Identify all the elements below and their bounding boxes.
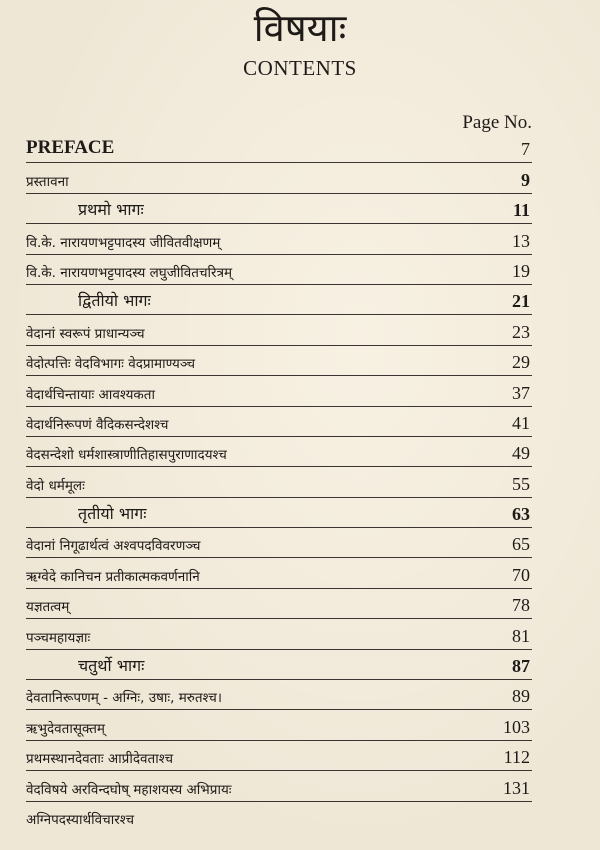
toc-entry-page-number: 11: [512, 200, 530, 221]
toc-entry-title: तृतीयो भागः: [78, 504, 147, 524]
toc-entry-page-number: 55: [512, 473, 530, 494]
toc-entry-title: वि.के. नारायणभट्टपादस्य जीवितवीक्षणम्: [26, 234, 221, 251]
toc-entry-page-number: 7: [521, 139, 530, 160]
toc-entry-title: वेदार्थचिन्तायाः आवश्यकता: [26, 386, 155, 403]
toc-entry: [0, 589, 600, 619]
toc-entry-title: PREFACE: [26, 137, 115, 159]
toc-entry-title: वेदो धर्ममूलः: [26, 477, 85, 494]
toc-entry: [0, 407, 600, 437]
toc-entry-title: वेदोत्पत्तिः वेदविभागः वेदप्रामाण्यञ्च: [26, 356, 196, 373]
toc-entry-page-number: 70: [512, 564, 530, 585]
toc-entry: [0, 741, 600, 771]
table-of-contents: [0, 133, 600, 832]
toc-entry-title: देवतानिरूपणम् - अग्निः, उषाः, मरुतश्च।: [26, 690, 222, 707]
toc-entry: [0, 680, 600, 710]
toc-section-heading: [0, 194, 600, 224]
toc-entry-page-number: 41: [512, 412, 530, 433]
toc-entry: [0, 255, 600, 285]
toc-entry-title: वेदविषये अरविन्दघोष् महाशयस्य अभिप्रायः: [26, 781, 232, 798]
toc-entry-page-number: 112: [503, 747, 530, 768]
toc-entry-title: चतुर्थो भागः: [78, 656, 145, 676]
toc-entry: [0, 346, 600, 376]
toc-entry: [0, 163, 600, 193]
toc-entry-title: प्रस्तावना: [26, 173, 69, 190]
toc-entry-page-number: 65: [512, 534, 530, 555]
page-number-column-header: Page No.: [462, 112, 532, 133]
page-title-hindi: विषयाः: [253, 6, 347, 50]
toc-entry: [0, 528, 600, 558]
toc-entry-page-number: 89: [512, 686, 530, 707]
toc-entry-page-number: 81: [512, 625, 530, 646]
toc-entry-page-number: 63: [512, 504, 530, 525]
toc-entry-title: ऋभुदेवतासूक्तम्: [26, 720, 106, 737]
toc-entry-title: प्रथमो भागः: [78, 200, 144, 220]
toc-entry-title: वेदसन्देशो धर्मशास्त्राणीतिहासपुराणादयश्च: [26, 447, 227, 464]
toc-entry: [0, 315, 600, 345]
toc-entry-page-number: 29: [512, 352, 530, 373]
toc-entry: [0, 619, 600, 649]
toc-entry-page-number: 9: [521, 169, 530, 190]
toc-entry-title: अग्निपदस्यार्थविचारश्च: [26, 811, 135, 828]
toc-entry-title: प्रथमस्थानदेवताः आप्रीदेवताश्च: [26, 751, 174, 768]
toc-entry-title: वि.के. नारायणभट्टपादस्य लघुजीवितचरित्रम्: [26, 264, 233, 281]
toc-entry: [0, 771, 600, 801]
toc-entry-title: द्वितीयो भागः: [78, 291, 151, 311]
toc-entry-page-number: 87: [512, 656, 530, 677]
toc-entry-page-number: 103: [503, 716, 530, 737]
toc-entry-title: वेदार्थनिरूपणं वैदिकसन्देशश्च: [26, 416, 169, 433]
toc-entry: [0, 802, 600, 832]
toc-entry-page-number: 21: [512, 291, 530, 312]
toc-entry: [0, 133, 600, 163]
toc-entry: [0, 376, 600, 406]
toc-entry-page-number: 37: [512, 382, 530, 403]
toc-section-heading: [0, 650, 600, 680]
toc-entry: [0, 710, 600, 740]
toc-entry-title: वेदानां निगूढार्थत्वं अश्वपदविवरणञ्च: [26, 538, 201, 555]
toc-entry-page-number: 19: [512, 260, 530, 281]
toc-entry-page-number: 13: [512, 230, 530, 251]
toc-entry-title: पञ्चमहायज्ञाः: [26, 629, 91, 646]
toc-section-heading: [0, 498, 600, 528]
toc-entry-page-number: 131: [503, 777, 530, 798]
toc-entry-title: वेदानां स्वरूपं प्राधान्यञ्च: [26, 325, 145, 342]
toc-section-heading: [0, 285, 600, 315]
toc-entry: [0, 224, 600, 254]
page-title-english: CONTENTS: [243, 56, 357, 80]
toc-entry: [0, 467, 600, 497]
toc-entry-page-number: 78: [512, 595, 530, 616]
toc-entry: [0, 437, 600, 467]
toc-entry: [0, 558, 600, 588]
toc-entry-page-number: 49: [512, 443, 530, 464]
toc-entry-title: यज्ञतत्वम्: [26, 599, 70, 616]
toc-entry-title: ऋग्वेदे कानिचन प्रतीकात्मकवर्णनानि: [26, 568, 200, 585]
toc-entry-page-number: 23: [512, 321, 530, 342]
